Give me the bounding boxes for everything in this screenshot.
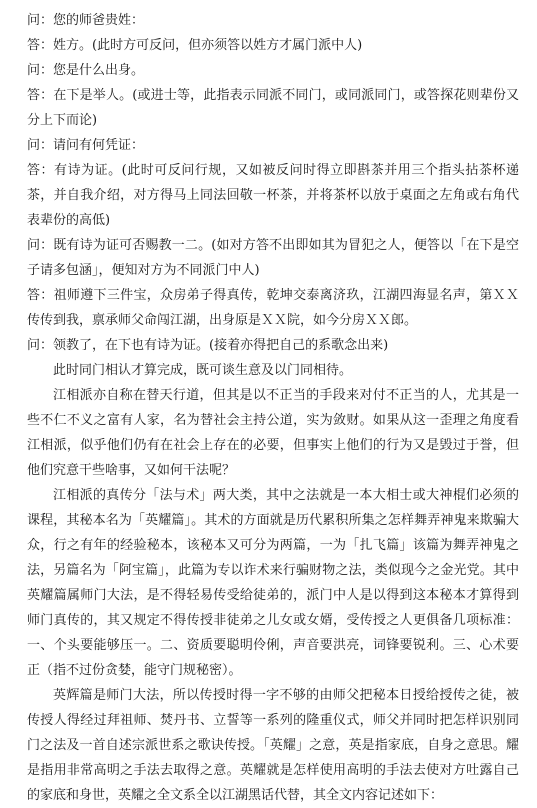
- dialogue-question-reply: 问：领教了，在下也有诗为证。(接着亦得把自己的系歌念出来): [27, 338, 389, 353]
- dialogue-answer-poem: 答：祖师遵下三件宝，众房弟子得真传，乾坤交泰离济玖，江湖四海显名声，第ＸＸ传传到我，禀承师父命闯江湖，出身原是ＸＸ院，如今分房ＸＸ郎。: [27, 288, 519, 328]
- paragraph-methods-and-arts: 江相派的真传分「法与术」两大类，其中之法就是一本大相士或大神棍们必须的课程，其秘本名为「英耀篇」。其术的方面就是历代累积所集之怎样舞弄神鬼来欺骗大众，行之有年的经验秘本，该秘本又可分为两篇，一为「扎飞篇」该篇为舞弄神鬼之法，另篇名为「阿宝篇」，此篇为专以诈术来行骗财物之法，类似现今之金光党。其中英耀篇属师门大法，是不得轻易传受给徒弟的，派门中人是以得到这本秘本才算得到师门真传的，其又规定不得传授非徒弟之儿女或女婿，受传授之人更俱备几项标准：一、个头要能够压一。二、资质要聪明伶俐，声音要洪亮，词锋要锐利。三、心术要正（指不过份贪婪，能守门规秘密）。: [27, 488, 519, 678]
- dialogue-question-origin: 问：您是什么出身。: [27, 63, 145, 78]
- dialogue-answer-proof: 答：有诗为证。(此时可反问行规，又如被反问时得立即斟茶并用三个指头拈茶杯递茶，并自我介绍，对方得马上同法回敬一杯茶，并将茶杯以放于桌面之左角或右角代表辈份的高低): [27, 163, 519, 228]
- dialogue-question-poem: 问：既有诗为证可否赐教一二。(如对方答不出即如其为冒犯之人，便答以「在下是空子请多包涵」，便知对方为不同派门中人): [27, 238, 519, 278]
- paragraph-yingyao-chapter: 英辉篇是师门大法，所以传授时得一字不够的由师父把秘本日授给授传之徒，被传授人得经过拜祖师、焚丹书、立誓等一系列的隆重仪式，师父并同时把怎样识别同门之法及一首自述宗派世系之歌诀传授。「英耀」之意，英是指家底，自身之意思。耀是指用非常高明之手法去取得之意。英耀就是怎样使用高明的手法去使对方吐露自己的家底和身世，英耀之全文系全以江湖黑话代替，其全文内容记述如下：: [27, 688, 519, 803]
- dialogue-question-surname: 问：您的师爸贵姓：: [27, 13, 145, 28]
- dialogue-answer-surname: 答：姓方。(此时方可反问，但亦须答以姓方才属门派中人): [27, 38, 363, 53]
- dialogue-question-proof: 问：请问有何凭证：: [27, 138, 145, 153]
- paragraph-recognition-complete: 此时同门相认才算完成，既可谈生意及以门同相待。: [53, 363, 353, 378]
- dialogue-answer-origin: 答：在下是举人。(或进士等，此指表示同派不同门，或同派同门，或答探花则辈份又分上下而论): [27, 88, 519, 128]
- paragraph-jiangxiang-intro: 江相派亦自称在替天行道，但其是以不正当的手段来对付不正当的人，尤其是一些不仁不义之富有人家，名为替社会主持公道，实为敛财。如果从这一歪理之角度看江相派，似乎他们仍有在社会上存在的必要，但事实上他们的行为又是毁过于誉，但他们究意干些啥事，又如何干法呢？: [27, 388, 519, 478]
